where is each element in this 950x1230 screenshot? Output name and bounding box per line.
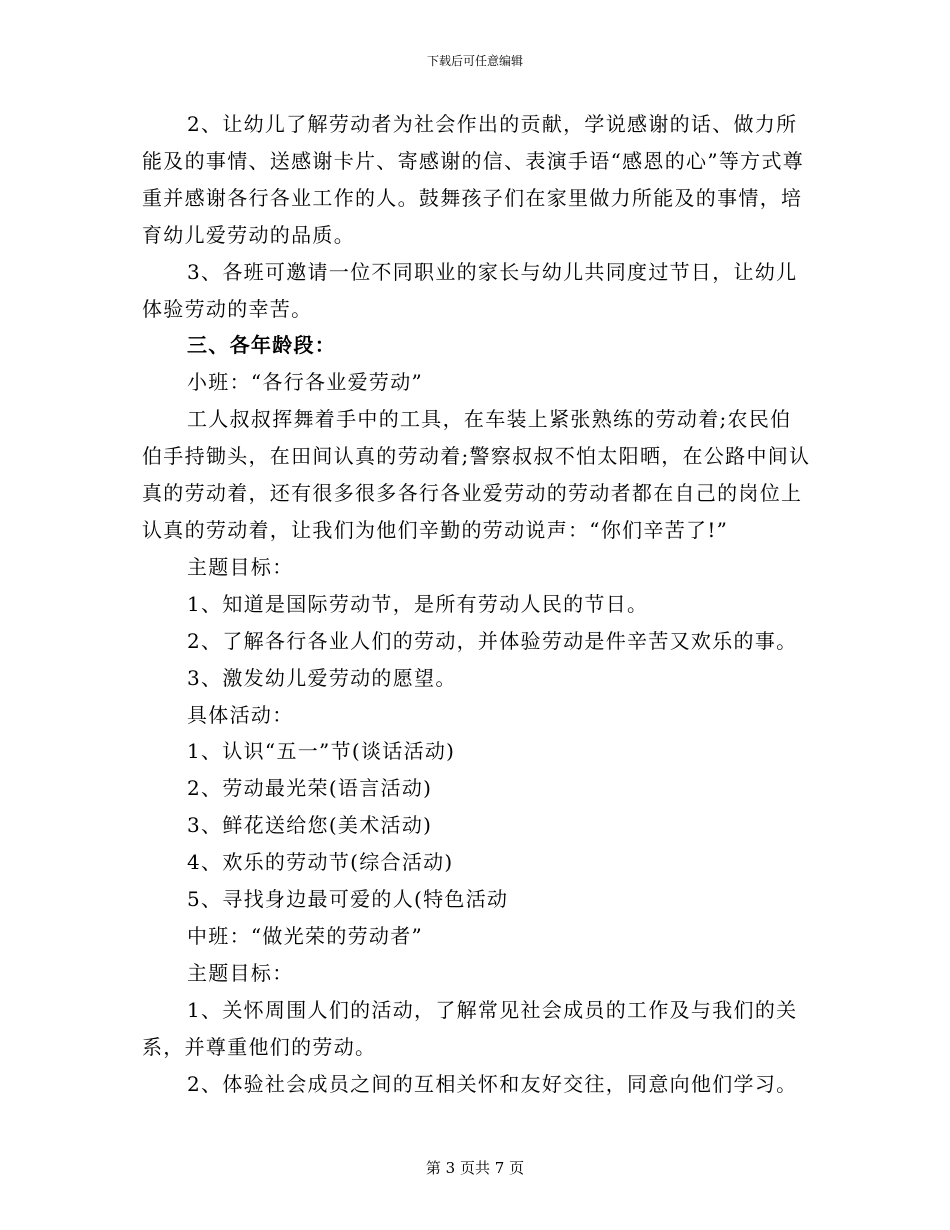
page-footer: 第 3 页共 7 页: [425, 1159, 525, 1177]
small-class-title: 小班：“各行各业爱劳动”: [187, 370, 424, 395]
paragraph-goal-2: 2、让幼儿了解劳动者为社会作出的贡献，学说感谢的话、做力所能及的事情、送感谢卡片、寄感谢的信、表演手语“感恩的心”等方式尊重并感谢各行各业工作的人。鼓舞孩子们在家里做力所能及的事情，培育幼儿爱劳动的品质。: [142, 112, 805, 247]
list-item: 2、了解各行各业人们的劳动，并体验劳动是件辛苦又欢乐的事。: [187, 628, 798, 653]
theme-goals-label: 主题目标：: [187, 960, 294, 985]
list-item: 2、劳动最光荣(语言活动): [187, 776, 433, 801]
page-header: 下载后可任意编辑: [426, 54, 523, 68]
list-item: 1、认识“五一”节(谈话活动): [187, 739, 456, 764]
activities-label: 具体活动：: [187, 702, 294, 727]
list-item: 3、鲜花送给您(美术活动): [187, 813, 433, 838]
theme-goals-label: 主题目标：: [187, 554, 294, 579]
small-class-intro: 工人叔叔挥舞着手中的工具，在车装上紧张熟练的劳动着;农民伯伯手持锄头，在田间认真的劳动着;警察叔叔不怕太阳晒，在公路中间认真的劳动着，还有很多很多各行各业爱劳动的劳动者都在自己的岗位上认真的劳动着，让我们为他们辛勤的劳动说声：“你们辛苦了!”: [142, 407, 811, 542]
list-item: 5、寻找身边最可爱的人(特色活动: [187, 887, 509, 912]
list-item: 1、知道是国际劳动节，是所有劳动人民的节日。: [187, 591, 649, 616]
list-item: 1、关怀周围人们的活动，了解常见社会成员的工作及与我们的关系，并尊重他们的劳动。: [142, 997, 798, 1059]
paragraph-goal-3: 3、各班可邀请一位不同职业的家长与幼儿共同度过节日，让幼儿体验劳动的幸苦。: [142, 259, 798, 321]
document-body: [142, 106, 812, 1102]
middle-class-title: 中班：“做光荣的劳动者”: [187, 923, 424, 948]
list-item: 4、欢乐的劳动节(综合活动): [187, 850, 454, 875]
list-item: 2、体验社会成员之间的互相关怀和友好交往，同意向他们学习。: [187, 1071, 798, 1096]
section-heading-age-groups: 三、各年龄段：: [187, 333, 337, 358]
list-item: 3、激发幼儿爱劳动的愿望。: [187, 665, 457, 690]
